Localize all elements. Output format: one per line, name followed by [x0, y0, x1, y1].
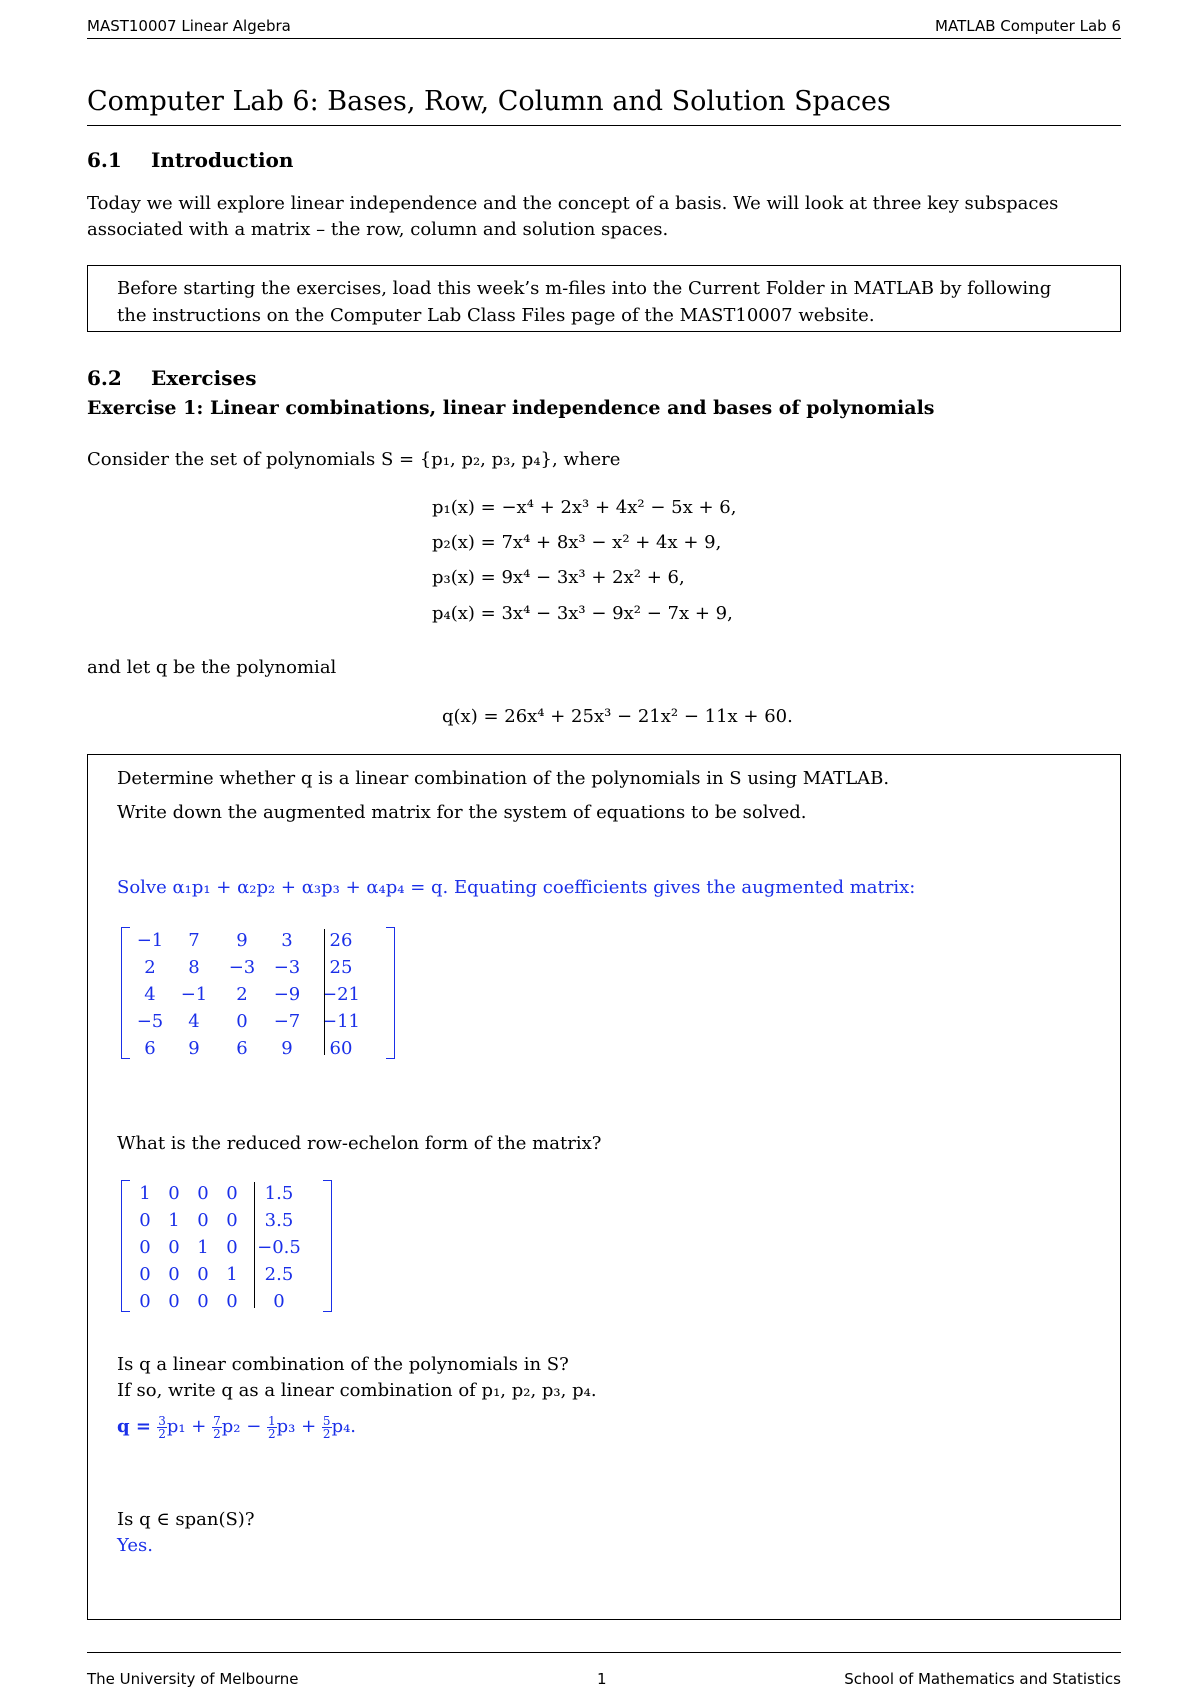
matrix-cell: −3 — [228, 957, 256, 978]
box-line-1: Determine whether q is a linear combination of the polynomials in S using MATLAB. — [117, 768, 890, 789]
denominator: 2 — [213, 1426, 221, 1441]
matrix-cell: 8 — [188, 957, 200, 978]
matrix-cell: 4 — [188, 1011, 200, 1032]
matrix-cell: 1 — [197, 1237, 209, 1258]
matrix-cell: 6 — [144, 1038, 156, 1059]
answer-term: p₂ − — [221, 1416, 268, 1437]
fraction-1 — [157, 1415, 167, 1440]
numerator: 7 — [213, 1413, 221, 1428]
section-introduction — [87, 148, 293, 172]
fraction-3 — [267, 1415, 277, 1440]
footer-left: The University of Melbourne — [87, 1670, 299, 1688]
numerator: 5 — [322, 1413, 331, 1428]
matrix-cell: 1 — [226, 1264, 238, 1285]
rref-question: What is the reduced row-echelon form of the matrix? — [117, 1133, 602, 1154]
poly-lhs: p₄(x) — [432, 603, 475, 624]
matrix-cell: 0 — [226, 1237, 238, 1258]
matrix-cell: 0 — [139, 1264, 151, 1285]
section-title: Exercises — [151, 366, 257, 390]
matrix-cell: 0 — [197, 1183, 209, 1204]
matrix-cell: 2.5 — [264, 1264, 294, 1285]
matrix-cell: 0 — [139, 1237, 151, 1258]
matrix-row — [131, 1234, 311, 1261]
matrix-cell: 0 — [197, 1264, 209, 1285]
answer-q: q = — [117, 1416, 158, 1437]
matrix-row — [131, 1035, 373, 1062]
lincomb-answer — [117, 1414, 356, 1440]
denominator: 2 — [268, 1426, 276, 1441]
matrix-row — [131, 1288, 311, 1315]
matrix-row — [131, 927, 373, 954]
matrix-row — [131, 1008, 373, 1035]
header-right: MATLAB Computer Lab 6 — [935, 17, 1121, 35]
matrix-cell: −1 — [180, 984, 208, 1005]
numerator: 1 — [268, 1413, 276, 1428]
q-equation: q(x) = 26x⁴ + 25x³ − 21x² − 11x + 60. — [442, 706, 793, 727]
matrix-cell: −9 — [273, 984, 301, 1005]
denominator: 2 — [322, 1426, 331, 1441]
notice-line-2: the instructions on the Computer Lab Class Files page of the MAST10007 website. — [117, 305, 875, 326]
poly-4 — [432, 603, 733, 624]
page-title: Computer Lab 6: Bases, Row, Column and Solution Spaces — [87, 86, 891, 117]
matrix-cell: −3 — [273, 957, 301, 978]
poly-rhs: = −x⁴ + 2x³ + 4x² − 5x + 6, — [480, 497, 737, 518]
matrix-cell: 0 — [168, 1291, 180, 1312]
denominator: 2 — [158, 1426, 166, 1441]
matrix-cell: 1.5 — [264, 1183, 294, 1204]
matrix-cell: 0 — [226, 1183, 238, 1204]
section-number: 6.1 — [87, 148, 122, 172]
matrix-cell: −21 — [322, 984, 360, 1005]
span-question: Is q ∈ span(S)? — [117, 1509, 255, 1530]
lincomb-question-2: If so, write q as a linear combination of p₁, p₂, p₃, p₄. — [117, 1380, 597, 1401]
header-rule — [87, 38, 1121, 39]
matrix-cell: 3 — [281, 930, 293, 951]
notice-box — [87, 265, 1121, 332]
matrix-cell: −7 — [273, 1011, 301, 1032]
matrix-cell: 0 — [236, 1011, 248, 1032]
matrix-cell: 0 — [226, 1210, 238, 1231]
matrix-cell: 26 — [329, 930, 353, 951]
matrix-row — [131, 1207, 311, 1234]
matrix-cell: 2 — [236, 984, 248, 1005]
notice-line-1: Before starting the exercises, load this week’s m-files into the Current Folder in MATLAB by following — [117, 278, 1052, 299]
matrix-cell: 9 — [281, 1038, 293, 1059]
matrix-cell: 9 — [188, 1038, 200, 1059]
numerator: 3 — [158, 1413, 166, 1428]
fraction-2 — [212, 1415, 222, 1440]
poly-2 — [432, 532, 721, 553]
section-number: 6.2 — [87, 366, 122, 390]
left-bracket — [121, 1180, 130, 1312]
matrix-cell: 2 — [144, 957, 156, 978]
fraction-4 — [322, 1415, 332, 1440]
poly-1 — [432, 497, 736, 518]
matrix-row — [131, 1261, 311, 1288]
span-answer: Yes. — [117, 1535, 153, 1556]
lincomb-question-1: Is q a linear combination of the polynomials in S? — [117, 1354, 569, 1375]
matrix-cell: 3.5 — [264, 1210, 294, 1231]
let-q-text: and let q be the polynomial — [87, 657, 337, 678]
augmented-matrix-table — [131, 927, 373, 1062]
matrix-cell: 0 — [139, 1291, 151, 1312]
matrix-cell: 0 — [197, 1210, 209, 1231]
matrix-row — [131, 1180, 311, 1207]
left-bracket — [121, 927, 130, 1059]
augment-divider — [324, 929, 325, 1055]
matrix-row — [131, 954, 373, 981]
matrix-cell: 60 — [329, 1038, 353, 1059]
matrix-cell: 4 — [144, 984, 156, 1005]
matrix-cell: 25 — [329, 957, 353, 978]
matrix-cell: 1 — [139, 1183, 151, 1204]
matrix-cell: 6 — [236, 1038, 248, 1059]
solve-text: Solve α₁p₁ + α₂p₂ + α₃p₃ + α₄p₄ = q. Equating coefficients gives the augmented matrix: — [117, 877, 916, 898]
header-left: MAST10007 Linear Algebra — [87, 17, 291, 35]
poly-lhs: p₁(x) — [432, 497, 475, 518]
matrix-cell: −11 — [322, 1011, 360, 1032]
page-number: 1 — [597, 1670, 607, 1688]
right-bracket — [323, 1180, 332, 1312]
matrix-cell: −0.5 — [257, 1237, 301, 1258]
footer-right: School of Mathematics and Statistics — [844, 1670, 1121, 1688]
matrix-cell: 0 — [273, 1291, 285, 1312]
poly-rhs: = 9x⁴ − 3x³ + 2x² + 6, — [480, 567, 685, 588]
matrix-cell: −5 — [136, 1011, 164, 1032]
intro-line-1: Today we will explore linear independence and the concept of a basis. We will look at three key subspaces — [87, 193, 1059, 214]
exercise-1-title: Exercise 1: Linear combinations, linear independence and bases of polynomials — [87, 397, 935, 419]
answer-term: p₄. — [331, 1416, 357, 1437]
matrix-cell: 9 — [236, 930, 248, 951]
matrix-cell: 7 — [188, 930, 200, 951]
matrix-row — [131, 981, 373, 1008]
augment-divider — [254, 1182, 255, 1308]
box-line-2: Write down the augmented matrix for the system of equations to be solved. — [117, 802, 807, 823]
matrix-cell: 0 — [168, 1264, 180, 1285]
poly-lhs: p₂(x) — [432, 532, 475, 553]
poly-lhs: p₃(x) — [432, 567, 475, 588]
matrix-cell: 0 — [226, 1291, 238, 1312]
answer-term: p₁ + — [166, 1416, 213, 1437]
matrix-cell: 1 — [168, 1210, 180, 1231]
matrix-cell: 0 — [168, 1237, 180, 1258]
matrix-cell: 0 — [168, 1183, 180, 1204]
matrix-cell: −1 — [136, 930, 164, 951]
section-title: Introduction — [151, 148, 294, 172]
exercise-box — [87, 754, 1121, 1620]
poly-rhs: = 7x⁴ + 8x³ − x² + 4x + 9, — [480, 532, 722, 553]
answer-term: p₃ + — [276, 1416, 322, 1437]
title-rule — [87, 125, 1121, 126]
intro-line-2: associated with a matrix – the row, column and solution spaces. — [87, 219, 669, 240]
rref-matrix-table — [131, 1180, 311, 1315]
right-bracket — [386, 927, 395, 1059]
matrix-cell: 0 — [197, 1291, 209, 1312]
consider-text: Consider the set of polynomials S = {p₁, p₂, p₃, p₄}, where — [87, 449, 621, 470]
section-exercises — [87, 366, 256, 390]
matrix-cell: 0 — [139, 1210, 151, 1231]
footer-rule — [87, 1652, 1121, 1653]
poly-3 — [432, 567, 685, 588]
poly-rhs: = 3x⁴ − 3x³ − 9x² − 7x + 9, — [480, 603, 733, 624]
